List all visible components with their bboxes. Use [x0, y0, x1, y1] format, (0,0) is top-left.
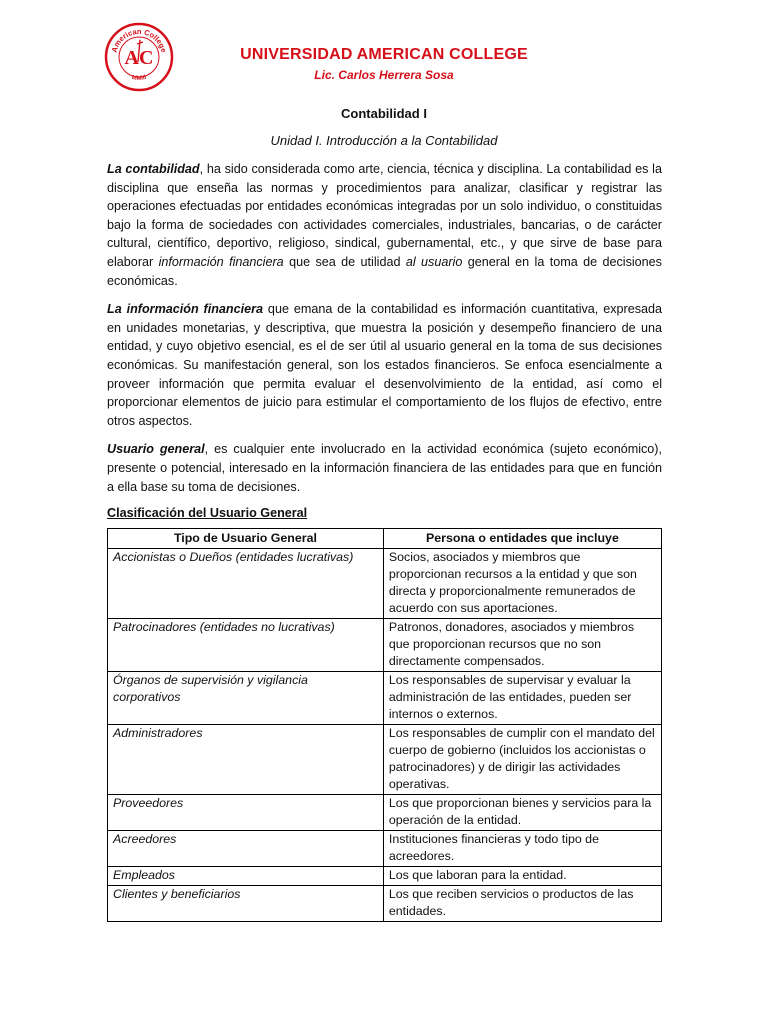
cell-entities: Los que reciben servicios o productos de las entidades. [383, 886, 661, 922]
table-row [108, 886, 662, 922]
cell-entities: Instituciones financieras y todo tipo de acreedores. [383, 831, 661, 867]
term-usuario-general: Usuario general [107, 442, 205, 457]
paragraph-text: , ha sido considerada como arte, ciencia, técnica y disciplina. La contabilidad es la disciplina que enseña las normas y procedimientos para analizar, clasificar y registrar las operaciones efectuadas por entidades económicas integradas por un solo individuo, o constituidas bajo la forma de sociedades con actividades comerciales, industriales, bancarias, o de carácter cultural, científico, deportivo, religioso, sindical, gubernamental, etc., y que sirve de base para elaborar [107, 162, 662, 269]
cell-type: Accionistas o Dueños (entidades lucrativas) [108, 549, 384, 619]
cell-type: Patrocinadores (entidades no lucrativas) [108, 619, 384, 672]
classification-heading: Clasificación del Usuario General [107, 506, 308, 521]
university-name: UNIVERSIDAD AMERICAN COLLEGE [240, 46, 528, 63]
table-row [108, 867, 662, 886]
user-classification-table [107, 528, 662, 922]
cell-entities: Socios, asociados y miembros que proporcionan recursos a la entidad y que son directa y proporcionalmente remunerados de acuerdo con sus aportaciones. [383, 549, 661, 619]
cell-entities: Patronos, donadores, asociados y miembros que proporcionan recursos que no son directamente compensados. [383, 619, 661, 672]
cell-type: Acreedores [108, 831, 384, 867]
cell-entities: Los responsables de supervisar y evaluar la administración de las entidades, pueden ser internos o externos. [383, 672, 661, 725]
emphasis-text: información financiera [158, 254, 284, 269]
paragraph-text: , es cualquier ente involucrado en la actividad económica (sujeto económico), presente o potencial, interesado en la información financiera de las entidades para que en función a ella base su toma de decisiones. [107, 442, 662, 494]
table-header-row [108, 529, 662, 549]
column-header-type: Tipo de Usuario General [108, 529, 384, 549]
paragraph-contabilidad [107, 160, 662, 290]
paragraph-text: general en la toma de decisiones económicas. [107, 254, 662, 288]
cell-type: Empleados [108, 867, 384, 886]
unit-title: Unidad I. Introducción a la Contabilidad [270, 133, 498, 148]
paragraph-usuario-general [107, 440, 662, 496]
table-row [108, 725, 662, 795]
table-row [108, 831, 662, 867]
cell-type: Clientes y beneficiarios [108, 886, 384, 922]
svg-text:AC: AC [124, 47, 154, 69]
term-informacion-financiera: La información financiera [107, 302, 264, 317]
paragraph-text: que emana de la contabilidad es información cuantitativa, expresada en unidades monetarias, y descriptiva, que muestra la posición y desempeño financiero de una entidad, y cuyo objetivo esencial, es el de ser útil al usuario general en la toma de sus decisiones económicas. Su manifestación general, son los estados financieros. Se enfoca esencialmente a proveer información que permita evaluar el desenvolvimiento de la entidad, así como el proporcionar elementos de juicio para estimular el comportamiento de los flujos de efectivo, entre otros aspectos. [107, 302, 663, 428]
table-row [108, 672, 662, 725]
course-title: Contabilidad I [341, 106, 427, 121]
cell-type: Administradores [108, 725, 384, 795]
cell-type: Órganos de supervisión y vigilancia corporativos [108, 672, 384, 725]
table-row [108, 795, 662, 831]
author-name: Lic. Carlos Herrera Sosa [314, 68, 454, 82]
term-contabilidad: La contabilidad [107, 162, 200, 176]
table-row [108, 549, 662, 619]
cell-entities: Los que laboran para la entidad. [383, 867, 661, 886]
paragraph-text: que sea de utilidad [283, 254, 406, 269]
table-row [108, 619, 662, 672]
paragraph-informacion-financiera [107, 300, 662, 430]
document-body [107, 160, 662, 922]
svg-text:American College: American College [109, 26, 169, 54]
cell-entities: Los responsables de cumplir con el mandato del cuerpo de gobierno (incluidos los accionistas o patrocinadores) y de dirigir las actividades operativas. [383, 725, 661, 795]
svg-text:MMIII: MMIII [131, 74, 148, 82]
column-header-entities: Persona o entidades que incluye [383, 529, 661, 549]
emphasis-text: al usuario [405, 254, 463, 269]
cell-entities: Los que proporcionan bienes y servicios para la operación de la entidad. [383, 795, 661, 831]
cell-type: Proveedores [108, 795, 384, 831]
